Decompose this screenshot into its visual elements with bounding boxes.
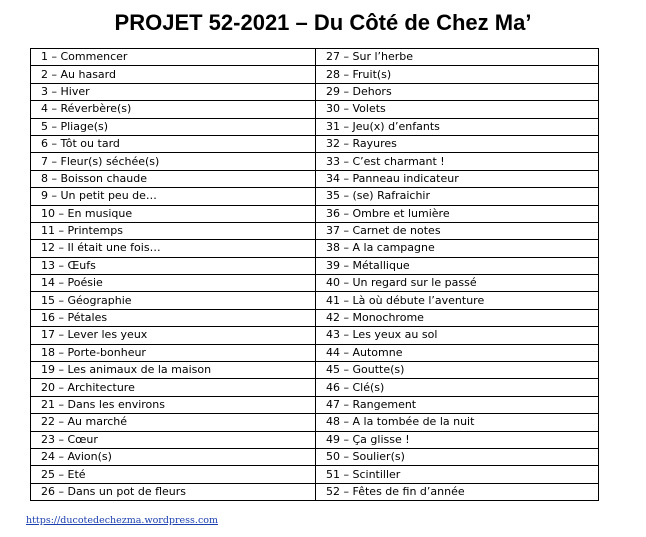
theme-cell-left: 11 – Printemps [31,222,316,239]
theme-cell-right: 47 – Rangement [316,396,599,413]
table-row [31,240,599,257]
table-row [31,257,599,274]
theme-cell-left: 18 – Porte-bonheur [31,344,316,361]
table-row [31,448,599,465]
table-row [31,188,599,205]
table-row [31,309,599,326]
theme-cell-right: 49 – Ça glisse ! [316,431,599,448]
theme-cell-right: 38 – A la campagne [316,240,599,257]
page-title: PROJET 52-2021 – Du Côté de Chez Ma’ [114,10,532,35]
table-row [31,292,599,309]
theme-cell-right: 39 – Métallique [316,257,599,274]
theme-cell-right: 44 – Automne [316,344,599,361]
table-row [31,205,599,222]
theme-cell-left: 4 – Réverbère(s) [31,101,316,118]
theme-cell-left: 12 – Il était une fois… [31,240,316,257]
theme-cell-right: 52 – Fêtes de fin d’année [316,483,599,500]
table-row [31,135,599,152]
theme-cell-left: 24 – Avion(s) [31,448,316,465]
theme-cell-right: 31 – Jeu(x) d’enfants [316,118,599,135]
theme-cell-right: 48 – A la tombée de la nuit [316,414,599,431]
theme-cell-right: 40 – Un regard sur le passé [316,275,599,292]
theme-cell-left: 7 – Fleur(s) séchée(s) [31,153,316,170]
theme-cell-left: 9 – Un petit peu de… [31,188,316,205]
table-row [31,483,599,500]
theme-cell-left: 2 – Au hasard [31,66,316,83]
table-row [31,396,599,413]
table-row [31,118,599,135]
theme-cell-left: 3 – Hiver [31,83,316,100]
theme-cell-left: 23 – Cœur [31,431,316,448]
theme-cell-left: 14 – Poésie [31,275,316,292]
theme-cell-left: 10 – En musique [31,205,316,222]
table-row [31,431,599,448]
table-row [31,362,599,379]
theme-cell-left: 13 – Œufs [31,257,316,274]
table-row [31,379,599,396]
theme-cell-left: 17 – Lever les yeux [31,327,316,344]
theme-cell-left: 20 – Architecture [31,379,316,396]
table-row [31,466,599,483]
theme-cell-right: 33 – C’est charmant ! [316,153,599,170]
table-row [31,101,599,118]
theme-cell-left: 16 – Pétales [31,309,316,326]
theme-cell-right: 45 – Goutte(s) [316,362,599,379]
theme-cell-left: 15 – Géographie [31,292,316,309]
theme-cell-right: 50 – Soulier(s) [316,448,599,465]
theme-cell-right: 46 – Clé(s) [316,379,599,396]
theme-cell-left: 8 – Boisson chaude [31,170,316,187]
table-row [31,344,599,361]
theme-cell-right: 42 – Monochrome [316,309,599,326]
table-row [31,49,599,66]
theme-cell-right: 28 – Fruit(s) [316,66,599,83]
table-row [31,170,599,187]
theme-cell-left: 25 – Eté [31,466,316,483]
theme-cell-right: 41 – Là où débute l’aventure [316,292,599,309]
theme-cell-right: 32 – Rayures [316,135,599,152]
table-row [31,327,599,344]
theme-cell-left: 19 – Les animaux de la maison [31,362,316,379]
table-row [31,222,599,239]
themes-table [30,48,599,501]
theme-cell-right: 27 – Sur l’herbe [316,49,599,66]
table-row [31,83,599,100]
theme-cell-left: 26 – Dans un pot de fleurs [31,483,316,500]
theme-cell-right: 34 – Panneau indicateur [316,170,599,187]
theme-cell-left: 22 – Au marché [31,414,316,431]
theme-cell-right: 37 – Carnet de notes [316,222,599,239]
blog-link[interactable]: https://ducotedechezma.wordpress.com [26,515,218,526]
theme-cell-right: 43 – Les yeux au sol [316,327,599,344]
table-row [31,66,599,83]
theme-cell-left: 21 – Dans les environs [31,396,316,413]
theme-cell-right: 29 – Dehors [316,83,599,100]
theme-cell-left: 1 – Commencer [31,49,316,66]
theme-cell-right: 36 – Ombre et lumière [316,205,599,222]
theme-cell-right: 35 – (se) Rafraichir [316,188,599,205]
theme-cell-right: 30 – Volets [316,101,599,118]
table-row [31,153,599,170]
theme-cell-right: 51 – Scintiller [316,466,599,483]
table-row [31,275,599,292]
table-row [31,414,599,431]
theme-cell-left: 6 – Tôt ou tard [31,135,316,152]
theme-cell-left: 5 – Pliage(s) [31,118,316,135]
themes-table-body [31,49,599,501]
